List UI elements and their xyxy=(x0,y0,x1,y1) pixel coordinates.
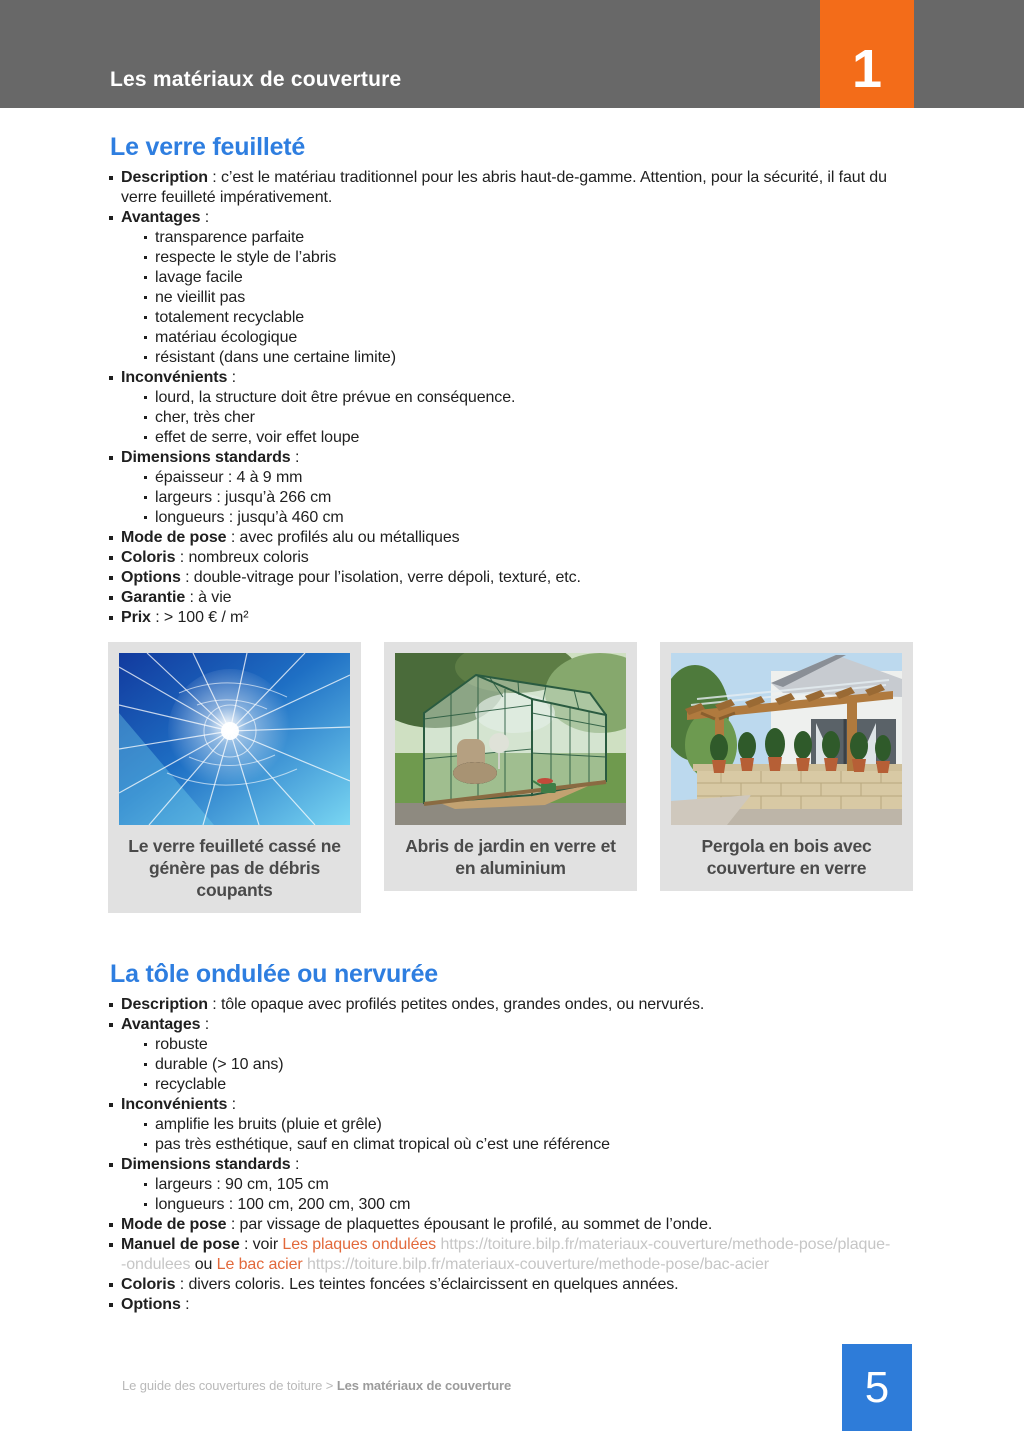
breadcrumb-prefix: Le guide des couvertures de toiture > xyxy=(122,1378,337,1393)
bullet-text: : double-vitrage pour l’isolation, verre dépoli, texturé, etc. xyxy=(180,569,581,586)
sub-bullet-item: amplifie les bruits (pluie et grêle) xyxy=(143,1115,914,1135)
sub-bullet-item: ne vieillit pas xyxy=(143,288,914,308)
garden-shelter-photo xyxy=(395,653,626,825)
sub-bullet-item: recyclable xyxy=(143,1075,914,1095)
section-heading-verre: Le verre feuilleté xyxy=(110,133,306,161)
sub-bullet-list xyxy=(143,1035,914,1095)
bullet-label: Manuel de pose xyxy=(121,1236,240,1253)
sub-bullet-item: longueurs : 100 cm, 200 cm, 300 cm xyxy=(143,1195,914,1215)
broken-glass-illustration xyxy=(119,653,350,825)
bullet-item xyxy=(108,608,914,628)
bullet-label: Coloris xyxy=(121,549,176,566)
bullet-text: : à vie xyxy=(185,589,232,606)
chapter-number: 1 xyxy=(851,39,883,99)
figure-row xyxy=(108,642,914,913)
bullet-item xyxy=(108,548,914,568)
broken-glass-photo xyxy=(119,653,350,825)
page-content xyxy=(108,108,914,1315)
sub-bullet-item: lourd, la structure doit être prévue en conséquence. xyxy=(143,388,914,408)
bullet-text: : xyxy=(200,209,210,226)
bullet-label: Prix xyxy=(121,609,151,626)
url-text: https://toiture.bilp.fr/materiaux-couverture/methode-pose/plaque- xyxy=(440,1236,891,1253)
sub-bullet-item: durable (> 10 ans) xyxy=(143,1055,914,1075)
bullet-label: Options xyxy=(121,569,181,586)
sub-bullet-list xyxy=(143,468,914,528)
chapter-title: Les matériaux de couverture xyxy=(110,68,402,91)
url-text: https://toiture.bilp.fr/materiaux-couverture/methode-pose/bac-acier xyxy=(307,1256,769,1273)
bullet-label: Avantages xyxy=(121,1016,201,1033)
bullet-text: : xyxy=(227,1096,236,1113)
bullet-label: Inconvénients xyxy=(121,1096,228,1113)
figure-caption: Pergola en bois avec couverture en verre xyxy=(701,836,872,878)
inline-link[interactable]: Les plaques ondulées xyxy=(282,1236,437,1253)
page-header xyxy=(0,0,1024,108)
figure-card xyxy=(384,642,637,891)
bullet-text: : > 100 € / m² xyxy=(150,609,249,626)
sub-bullet-list xyxy=(143,1175,914,1215)
bullet-text: : par vissage de plaquettes épousant le profilé, au sommet de l’onde. xyxy=(226,1216,713,1233)
bullet-text: : divers coloris. Les teintes foncées s’éclaircissent en quelques années. xyxy=(175,1276,679,1293)
sub-bullet-item: cher, très cher xyxy=(143,408,914,428)
bullet-item xyxy=(108,1235,914,1275)
sub-bullet-item: matériau écologique xyxy=(143,328,914,348)
breadcrumb-current: Les matériaux de couverture xyxy=(336,1378,512,1393)
bullet-item xyxy=(108,568,914,588)
sub-bullet-item: respecte le style de l’abris xyxy=(143,248,914,268)
sub-bullet-item: robuste xyxy=(143,1035,914,1055)
sub-bullet-item: pas très esthétique, sauf en climat tropical où c’est une référence xyxy=(143,1135,914,1155)
chapter-number-badge xyxy=(820,0,914,108)
inline-link[interactable]: Le bac acier xyxy=(216,1256,303,1273)
bullet-list-tole xyxy=(108,995,914,1315)
bullet-label: Dimensions standards xyxy=(121,449,291,466)
figure-caption: Abris de jardin en verre et en aluminium xyxy=(405,836,616,878)
sub-bullet-list xyxy=(143,388,914,448)
sub-bullet-item: épaisseur : 4 à 9 mm xyxy=(143,468,914,488)
bullet-label: Mode de pose xyxy=(121,1216,227,1233)
bullet-text: : c’est le matériau traditionnel pour les abris haut-de-gamme. Attention, pour la sécurité, il faut du verre feuilleté impérativement. xyxy=(121,169,887,206)
bullet-label: Mode de pose xyxy=(121,529,227,546)
bullet-text: : nombreux coloris xyxy=(175,549,309,566)
bullet-item xyxy=(108,1155,914,1215)
sub-bullet-item: effet de serre, voir effet loupe xyxy=(143,428,914,448)
page-number: 5 xyxy=(864,1362,890,1412)
section-tole-ondulee xyxy=(108,959,914,1315)
bullet-text: ou xyxy=(190,1256,217,1273)
bullet-text: : xyxy=(290,1156,300,1173)
section-verre-feuillete xyxy=(108,132,914,913)
bullet-item xyxy=(108,208,914,368)
bullet-text: : xyxy=(200,1016,210,1033)
sub-bullet-list xyxy=(143,228,914,368)
bullet-item xyxy=(108,368,914,448)
bullet-text: : xyxy=(180,1296,190,1313)
sub-bullet-item: lavage facile xyxy=(143,268,914,288)
figure-card xyxy=(108,642,361,913)
sub-bullet-item: largeurs : jusqu’à 266 cm xyxy=(143,488,914,508)
figure-caption: Le verre feuilleté cassé ne génère pas de débris coupants xyxy=(128,836,341,900)
bullet-item xyxy=(108,528,914,548)
bullet-label: Inconvénients xyxy=(121,369,228,386)
bullet-item xyxy=(108,1095,914,1155)
greenhouse-illustration xyxy=(395,653,626,825)
bullet-item xyxy=(108,1215,914,1235)
sub-bullet-item: longueurs : jusqu’à 460 cm xyxy=(143,508,914,528)
bullet-item xyxy=(108,588,914,608)
bullet-item xyxy=(108,1015,914,1095)
bullet-text: : xyxy=(227,369,236,386)
bullet-label: Coloris xyxy=(121,1276,176,1293)
bullet-item xyxy=(108,448,914,528)
sub-bullet-list xyxy=(143,1115,914,1155)
breadcrumb xyxy=(122,1378,511,1393)
bullet-item xyxy=(108,995,914,1015)
bullet-item xyxy=(108,168,914,208)
bullet-label: Dimensions standards xyxy=(121,1156,291,1173)
bullet-item xyxy=(108,1295,914,1315)
sub-bullet-item: largeurs : 90 cm, 105 cm xyxy=(143,1175,914,1195)
bullet-text: : avec profilés alu ou métalliques xyxy=(226,529,460,546)
bullet-label: Options xyxy=(121,1296,181,1313)
url-text: -ondulees xyxy=(121,1256,191,1273)
bullet-text: : voir xyxy=(239,1236,283,1253)
figure-card xyxy=(660,642,913,891)
section-heading-tole: La tôle ondulée ou nervurée xyxy=(110,960,438,988)
sub-bullet-item: totalement recyclable xyxy=(143,308,914,328)
sub-bullet-item: transparence parfaite xyxy=(143,228,914,248)
sub-bullet-item: résistant (dans une certaine limite) xyxy=(143,348,914,368)
bullet-list-verre xyxy=(108,168,914,628)
bullet-label: Avantages xyxy=(121,209,201,226)
bullet-label: Garantie xyxy=(121,589,186,606)
pergola-illustration xyxy=(671,653,902,825)
bullet-text: : xyxy=(290,449,300,466)
bullet-label: Description xyxy=(121,996,208,1013)
bullet-label: Description xyxy=(121,169,208,186)
pergola-photo xyxy=(671,653,902,825)
bullet-text: : tôle opaque avec profilés petites ondes, grandes ondes, ou nervurés. xyxy=(207,996,705,1013)
bullet-item xyxy=(108,1275,914,1295)
page-number-badge xyxy=(842,1344,912,1431)
